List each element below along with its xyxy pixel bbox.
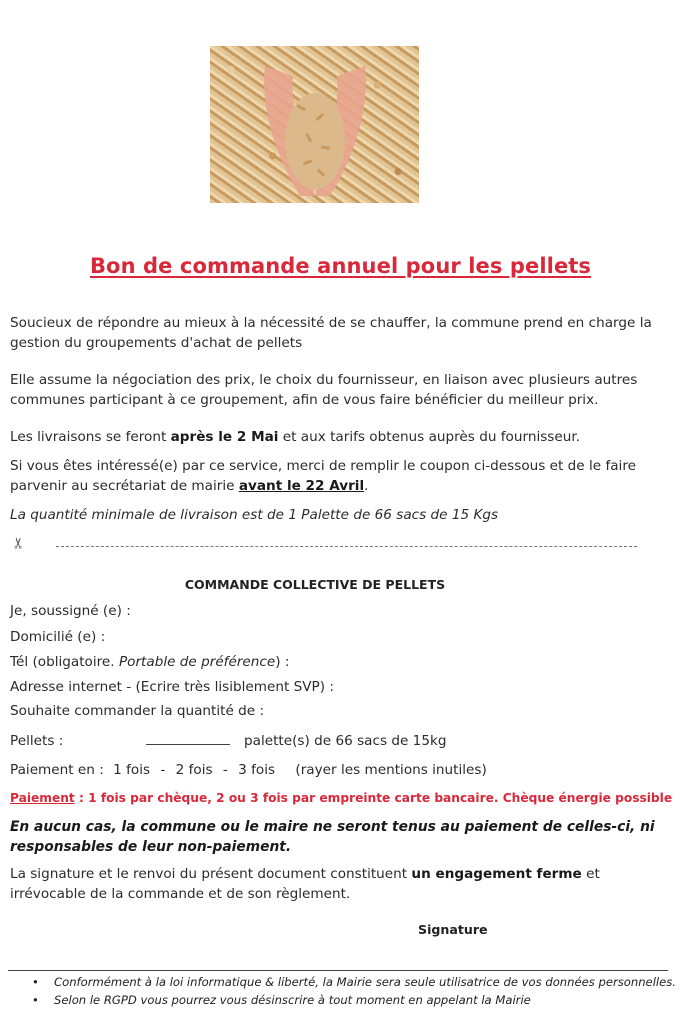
name-field[interactable]: Je, soussigné (e) :	[10, 603, 131, 619]
pellets-unit: palette(s) de 66 sacs de 15kg	[244, 733, 447, 749]
payment-info-text: : 1 fois par chèque, 2 ou 3 fois par empreinte carte bancaire. Chèque énergie possible	[74, 791, 673, 805]
pellets-photo	[210, 46, 419, 203]
minimum-quantity-note: La quantité minimale de livraison est de 1 Palette de 66 sacs de 15 Kgs	[10, 507, 499, 523]
phone-label-end: ) :	[275, 654, 290, 670]
payment-choice-row	[10, 762, 487, 778]
separator: -	[222, 762, 228, 778]
separator: -	[160, 762, 166, 778]
signature-label: Signature	[418, 922, 488, 937]
deadline-date: avant le 22 Avril	[238, 477, 365, 494]
footer-divider	[8, 970, 668, 971]
phone-field[interactable]	[10, 654, 289, 670]
payment-option-2[interactable]: 2 fois	[175, 762, 213, 778]
commitment-bold: un engagement ferme	[411, 866, 582, 882]
email-field[interactable]: Adresse internet - (Ecrire très lisiblement SVP) :	[10, 679, 334, 695]
footer-note: • Conformément à la loi informatique & liberté, la Mairie sera seule utilisatrice de vos données personnelles.	[30, 973, 676, 991]
hands-icon	[255, 46, 375, 203]
payment-option-1[interactable]: 1 fois	[113, 762, 151, 778]
payment-label: Paiement en :	[10, 762, 104, 778]
form-title: COMMANDE COLLECTIVE DE PELLETS	[184, 577, 446, 592]
commitment-paragraph	[10, 865, 675, 904]
pellets-quantity-input[interactable]	[146, 744, 230, 745]
deadline-text-end: .	[364, 477, 369, 494]
deadline-text: Si vous êtes intéressé(e) par ce service, merci de remplir le coupon ci-dessous et de le faire parvenir au secrétariat de mairie	[10, 458, 636, 494]
scissors-icon: ✂	[9, 536, 28, 550]
footer-notes	[30, 973, 676, 1009]
delivery-text-end: et aux tarifs obtenus auprès du fournisseur.	[278, 429, 581, 445]
cut-line	[56, 546, 637, 547]
address-field[interactable]: Domicilié (e) :	[10, 629, 106, 645]
delivery-paragraph	[10, 428, 675, 448]
footer-note: • Selon le RGPD vous pourrez vous désinscrire à tout moment en appelant la Mairie	[30, 991, 676, 1009]
quantity-label: Souhaite commander la quantité de :	[10, 703, 265, 719]
phone-label: Tél (obligatoire.	[10, 654, 119, 670]
page-title: Bon de commande annuel pour les pellets	[89, 254, 592, 278]
payment-info-label: Paiement	[10, 791, 75, 805]
delivery-text: Les livraisons se feront	[10, 429, 171, 445]
pellets-label: Pellets :	[10, 733, 64, 749]
payment-note: (rayer les mentions inutiles)	[295, 762, 487, 778]
deadline-paragraph	[10, 457, 675, 496]
delivery-date: après le 2 Mai	[170, 429, 279, 445]
intro-paragraph-1: Soucieux de répondre au mieux à la nécessité de se chauffer, la commune prend en charge la gestion du groupements d'achat de pellets	[10, 315, 652, 351]
intro-paragraph-2: Elle assume la négociation des prix, le choix du fournisseur, en liaison avec plusieurs autres communes participant à ce groupement, afin de vous faire bénéficier du meilleur prix.	[10, 372, 638, 408]
payment-option-3[interactable]: 3 fois	[238, 762, 276, 778]
commitment-text: La signature et le renvoi du présent document constituent	[10, 866, 412, 882]
payment-info	[10, 791, 672, 805]
liability-disclaimer: En aucun cas, la commune ou le maire ne seront tenus au paiement de celles-ci, ni responsables de leur non-paiement.	[10, 819, 655, 855]
phone-label-hint: Portable de préférence	[118, 654, 276, 670]
commitment-text-end: et irrévocable de la commande et de son règlement.	[10, 866, 600, 902]
